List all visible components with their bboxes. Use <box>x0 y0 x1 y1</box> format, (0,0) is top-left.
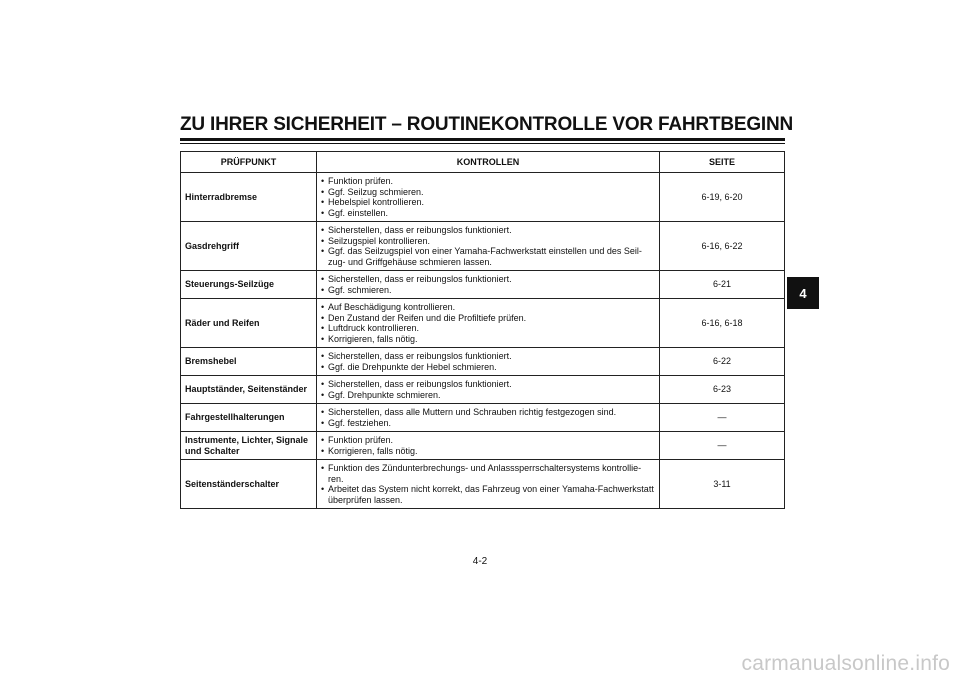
row-page: — <box>660 404 785 432</box>
row-page: 6-16, 6-18 <box>660 299 785 348</box>
check-item: • Sicherstellen, dass er reibungslos funktioniert. <box>321 274 655 285</box>
checks-list <box>321 176 655 218</box>
row-checks <box>317 348 660 376</box>
check-item: • Arbeitet das System nicht korrekt, das Fahrzeug von einer Yamaha-Fachwerkstatt überprüfen lassen. <box>321 484 655 505</box>
checks-list <box>321 463 655 505</box>
table-row <box>181 173 785 222</box>
title-rule-thick <box>180 138 785 141</box>
check-item: • Hebelspiel kontrollieren. <box>321 197 655 208</box>
checks-list <box>321 407 655 428</box>
row-item: Hauptständer, Seitenständer <box>181 376 317 404</box>
checks-list <box>321 379 655 400</box>
row-checks <box>317 222 660 271</box>
check-item: • Luftdruck kontrollieren. <box>321 323 655 334</box>
check-item: • Ggf. Drehpunkte schmieren. <box>321 390 655 401</box>
check-item: • Ggf. Seilzug schmieren. <box>321 187 655 198</box>
check-item: • Ggf. die Drehpunkte der Hebel schmieren. <box>321 362 655 373</box>
table-row <box>181 460 785 509</box>
row-page: — <box>660 432 785 460</box>
check-item: • Sicherstellen, dass alle Muttern und Schrauben richtig festgezogen sind. <box>321 407 655 418</box>
row-checks <box>317 173 660 222</box>
row-page: 6-23 <box>660 376 785 404</box>
table-row <box>181 376 785 404</box>
table-row <box>181 222 785 271</box>
checks-list <box>321 435 655 456</box>
inspection-table <box>180 151 785 509</box>
row-checks <box>317 404 660 432</box>
check-item: • Ggf. das Seilzugspiel von einer Yamaha-Fachwerkstatt einstellen und des Seil- zug- und Griffgehäuse schmieren lassen. <box>321 246 655 267</box>
check-item: • Ggf. einstellen. <box>321 208 655 219</box>
table-row <box>181 271 785 299</box>
title-rule-thin <box>180 143 785 144</box>
row-item: Hinterradbremse <box>181 173 317 222</box>
checks-list <box>321 225 655 267</box>
check-item: • Funktion prüfen. <box>321 435 655 446</box>
row-page: 6-19, 6-20 <box>660 173 785 222</box>
check-item: • Ggf. schmieren. <box>321 285 655 296</box>
row-checks <box>317 299 660 348</box>
check-item: • Ggf. festziehen. <box>321 418 655 429</box>
checks-list <box>321 274 655 295</box>
page-number: 4-2 <box>472 556 488 567</box>
row-item: Instrumente, Lichter, Signale und Schalter <box>181 432 317 460</box>
chapter-tab: 4 <box>787 277 819 309</box>
row-item: Räder und Reifen <box>181 299 317 348</box>
table-body <box>181 173 785 509</box>
check-item: • Sicherstellen, dass er reibungslos funktioniert. <box>321 351 655 362</box>
table-row <box>181 348 785 376</box>
row-checks <box>317 460 660 509</box>
table-header-row <box>181 152 785 173</box>
check-item: • Korrigieren, falls nötig. <box>321 334 655 345</box>
row-page: 3-11 <box>660 460 785 509</box>
table-row <box>181 404 785 432</box>
row-item: Steuerungs-Seilzüge <box>181 271 317 299</box>
checks-list <box>321 351 655 372</box>
checks-list <box>321 302 655 344</box>
row-item: Fahrgestellhalterungen <box>181 404 317 432</box>
check-item: • Auf Beschädigung kontrollieren. <box>321 302 655 313</box>
row-item: Seitenständerschalter <box>181 460 317 509</box>
row-item: Bremshebel <box>181 348 317 376</box>
check-item: • Funktion prüfen. <box>321 176 655 187</box>
check-item: • Sicherstellen, dass er reibungslos funktioniert. <box>321 379 655 390</box>
header-page: SEITE <box>660 152 785 173</box>
table-row <box>181 299 785 348</box>
check-item: • Korrigieren, falls nötig. <box>321 446 655 457</box>
row-page: 6-22 <box>660 348 785 376</box>
table-row <box>181 432 785 460</box>
row-checks <box>317 271 660 299</box>
row-page: 6-16, 6-22 <box>660 222 785 271</box>
check-item: • Den Zustand der Reifen und die Profiltiefe prüfen. <box>321 313 655 324</box>
page-title: ZU IHRER SICHERHEIT – ROUTINEKONTROLLE VOR FAHRTBEGINN <box>180 114 794 135</box>
row-checks <box>317 432 660 460</box>
check-item: • Seilzugspiel kontrollieren. <box>321 236 655 247</box>
watermark: carmanualsonline.info <box>741 652 950 675</box>
row-item: Gasdrehgriff <box>181 222 317 271</box>
header-item: PRÜFPUNKT <box>181 152 317 173</box>
row-page: 6-21 <box>660 271 785 299</box>
header-checks: KONTROLLEN <box>317 152 660 173</box>
check-item: • Funktion des Zündunterbrechungs- und Anlasssperrschaltersystems kontrollie- ren. <box>321 463 655 484</box>
row-checks <box>317 376 660 404</box>
check-item: • Sicherstellen, dass er reibungslos funktioniert. <box>321 225 655 236</box>
